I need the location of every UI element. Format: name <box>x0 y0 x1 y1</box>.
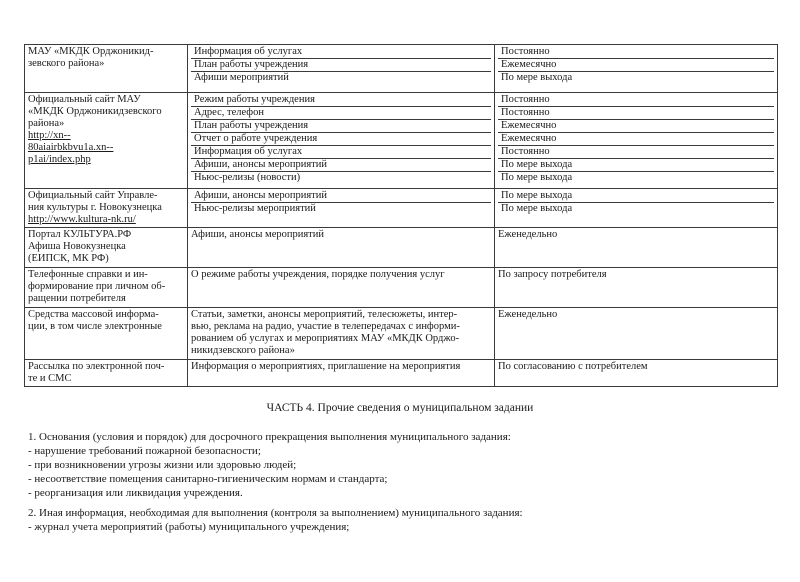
section-2-heading: 2. Иная информация, необходимая для выполнения (контроля за выполнением) муниципального задания: <box>28 507 523 519</box>
content-item: Информация об услугах <box>191 46 491 59</box>
content-cell <box>188 45 495 93</box>
frequency-item: По мере выхода <box>501 72 573 83</box>
channel-text: ращении потребителя <box>28 293 126 304</box>
section-2 <box>28 506 523 534</box>
frequency-cell <box>495 228 778 268</box>
section-2-item: - журнал учета мероприятий (работы) муниципального учреждения; <box>28 521 350 533</box>
content-text: Статьи, заметки, анонсы мероприятий, телесюжеты, интер- <box>191 309 458 320</box>
table-row <box>25 189 778 228</box>
channel-link[interactable]: http://xn-- <box>28 130 71 141</box>
frequency-cell <box>495 268 778 308</box>
channel-text: МАУ «МКДК Орджоникид- <box>28 46 154 57</box>
frequency-item: Постоянно <box>498 46 774 59</box>
content-text: Афиши, анонсы мероприятий <box>191 229 324 240</box>
channel-text: «МКДК Орджоникидзевского <box>28 106 162 117</box>
frequency-text: Еженедельно <box>498 309 558 320</box>
frequency-item: Постоянно <box>498 94 774 107</box>
channel-cell <box>25 268 188 308</box>
content-cell <box>188 268 495 308</box>
content-cell <box>188 308 495 360</box>
content-text: никидзевского района» <box>191 345 295 356</box>
frequency-item: Ежемесячно <box>498 133 774 146</box>
channel-text: района» <box>28 118 65 129</box>
frequency-item: По мере выхода <box>501 172 573 183</box>
channel-cell <box>25 308 188 360</box>
channel-cell <box>25 189 188 228</box>
channel-cell <box>25 360 188 387</box>
content-item: Ньюс-релизы (новости) <box>194 172 301 183</box>
channel-text: те и СМС <box>28 373 72 384</box>
table-row <box>25 268 778 308</box>
content-cell <box>188 93 495 189</box>
section-1-item: - реорганизация или ликвидация учреждения. <box>28 487 243 499</box>
table-row <box>25 228 778 268</box>
channel-text: Средства массовой информа- <box>28 309 159 320</box>
section-1 <box>28 430 511 500</box>
content-text: Информация о мероприятиях, приглашение на мероприятия <box>191 361 461 372</box>
channel-text: ции, в том числе электронные <box>28 321 162 332</box>
frequency-text: По запросу потребителя <box>498 269 607 280</box>
frequency-item: Ежемесячно <box>498 59 774 72</box>
frequency-text: Еженедельно <box>498 229 558 240</box>
channel-text: Портал КУЛЬТУРА.РФ <box>28 229 132 240</box>
channel-text: формирование при личном об- <box>28 281 166 292</box>
frequency-cell <box>495 360 778 387</box>
frequency-cell <box>495 45 778 93</box>
content-item: Адрес, телефон <box>191 107 491 120</box>
content-item: Афиши мероприятий <box>194 72 289 83</box>
content-text: вью, реклама на радио, участие в телепередачах с информи- <box>191 321 460 332</box>
channel-link[interactable]: http://www.kultura-nk.ru/ <box>28 214 136 225</box>
channel-link[interactable]: p1ai/index.php <box>28 154 91 165</box>
channel-cell <box>25 45 188 93</box>
content-item: Афиши, анонсы мероприятий <box>191 159 491 172</box>
channel-text: (ЕИПСК, МК РФ) <box>28 253 109 264</box>
section-1-item: - нарушение требований пожарной безопасности; <box>28 445 261 457</box>
content-text: О режиме работы учреждения, порядке получения услуг <box>191 269 445 280</box>
content-item: Афиши, анонсы мероприятий <box>191 190 491 203</box>
channel-text: Рассылка по электронной поч- <box>28 361 165 372</box>
section-1-heading: 1. Основания (условия и порядок) для досрочного прекращения выполнения муниципального задания: <box>28 431 511 443</box>
frequency-item: Постоянно <box>498 107 774 120</box>
frequency-cell <box>495 308 778 360</box>
channel-text: ния культуры г. Новокузнецка <box>28 202 162 213</box>
content-item: Режим работы учреждения <box>191 94 491 107</box>
frequency-item: По мере выхода <box>498 159 774 172</box>
part-title: ЧАСТЬ 4. Прочие сведения о муниципальном задании <box>266 402 534 414</box>
content-cell <box>188 360 495 387</box>
frequency-item: По мере выхода <box>498 190 774 203</box>
content-item: Отчет о работе учреждения <box>191 133 491 146</box>
content-cell <box>188 228 495 268</box>
table-row <box>25 93 778 189</box>
channel-text: Афиша Новокузнецка <box>28 241 126 252</box>
section-1-item: - при возникновении угрозы жизни или здоровью людей; <box>28 459 297 471</box>
channel-text: зевского района» <box>28 58 105 69</box>
frequency-cell <box>495 189 778 228</box>
content-item: Информация об услугах <box>191 146 491 159</box>
table-row <box>25 308 778 360</box>
channel-text: Официальный сайт Управле- <box>28 190 158 201</box>
channel-link[interactable]: 80aiairbkbvu1a.xn-- <box>28 142 114 153</box>
channel-cell <box>25 228 188 268</box>
channel-text: Официальный сайт МАУ <box>28 94 141 105</box>
channel-text: Телефонные справки и ин- <box>28 269 148 280</box>
frequency-item: По мере выхода <box>501 203 573 214</box>
section-1-item: - несоответствие помещения санитарно-гигиеническим нормам и стандарта; <box>28 473 388 485</box>
frequency-text: По согласованию с потребителем <box>498 361 648 372</box>
frequency-cell <box>495 93 778 189</box>
content-cell <box>188 189 495 228</box>
content-text: рованием об услугах и мероприятиях МАУ «МКДК Орджо- <box>191 333 460 344</box>
content-item: План работы учреждения <box>191 120 491 133</box>
channel-cell <box>25 93 188 189</box>
frequency-item: Постоянно <box>498 146 774 159</box>
content-item: Ньюс-релизы мероприятий <box>194 203 316 214</box>
information-channels-table <box>24 44 778 387</box>
table-row <box>25 45 778 93</box>
table-row <box>25 360 778 387</box>
content-item: План работы учреждения <box>191 59 491 72</box>
frequency-item: Ежемесячно <box>498 120 774 133</box>
